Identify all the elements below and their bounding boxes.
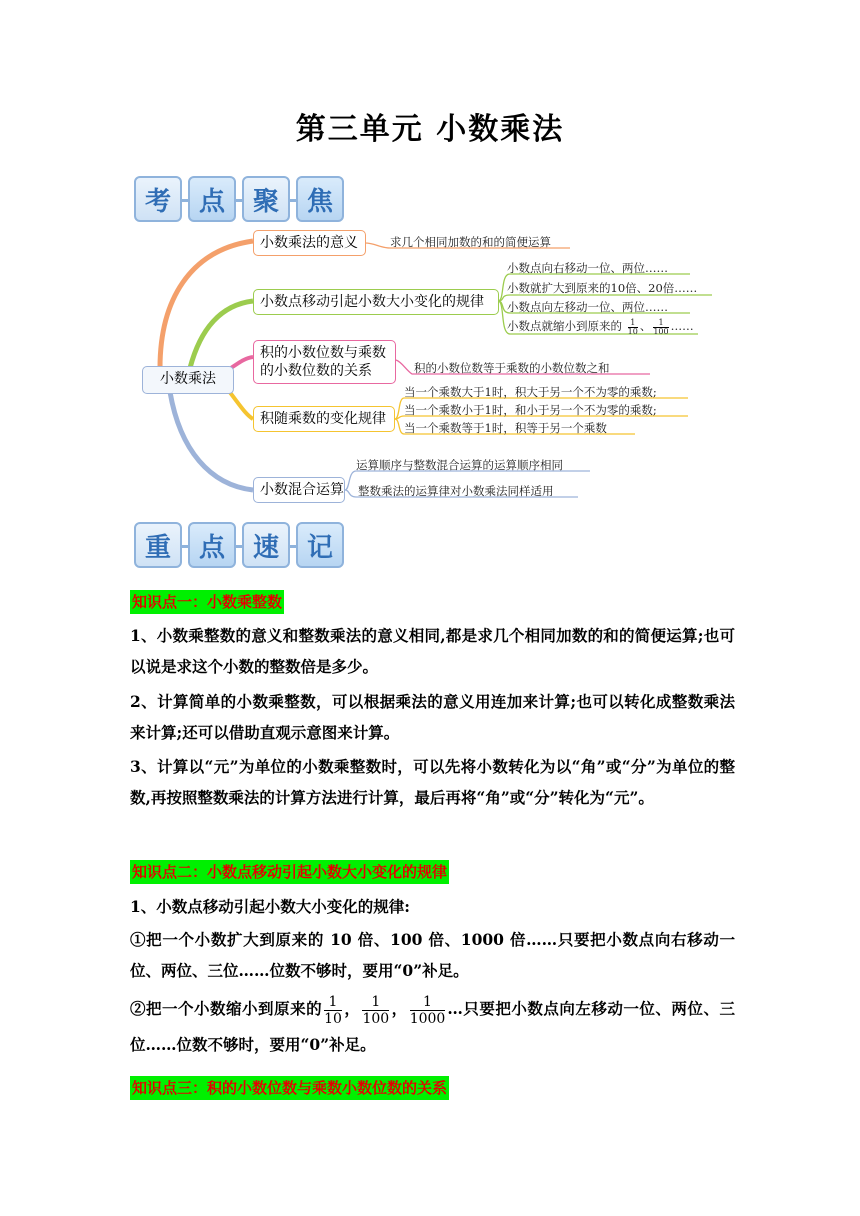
banner-char: 聚 bbox=[242, 176, 290, 222]
mindmap-branch-product-change: 积随乘数的变化规律 bbox=[253, 406, 395, 432]
fraction bbox=[362, 994, 389, 1027]
fraction-num: 1 bbox=[630, 317, 636, 327]
mindmap-leaf: 小数点向右移动一位、两位…… bbox=[507, 261, 668, 275]
fraction bbox=[324, 994, 342, 1027]
banner-char: 考 bbox=[134, 176, 182, 222]
paragraph: 1、小数点移动引起小数大小变化的规律: bbox=[130, 897, 411, 916]
mindmap-leaf: 求几个相同加数的和的简便运算 bbox=[390, 235, 551, 249]
mindmap-leaf: 当一个乘数小于1时，和小于另一个不为零的乘数; bbox=[404, 403, 657, 417]
paragraph: ①把一个小数扩大到原来的 10 倍、100 倍、1000 倍……只要把小数点向右移动一位、两位、三位……位数不够时，要用“0”补足。 bbox=[130, 930, 735, 980]
banner-char: 焦 bbox=[296, 176, 344, 222]
mindmap-branch-mixed-operation: 小数混合运算 bbox=[253, 477, 345, 503]
fraction-num: 1 bbox=[423, 993, 432, 1010]
banner-char: 重 bbox=[134, 522, 182, 568]
banner-char: 点 bbox=[188, 176, 236, 222]
fraction-den: 100 bbox=[653, 326, 669, 336]
page-title: 第三单元 小数乘法 bbox=[295, 112, 565, 147]
fraction-den: 10 bbox=[627, 326, 638, 336]
fraction bbox=[410, 994, 446, 1027]
paragraph: 2、计算简单的小数乘整数，可以根据乘法的意义用连加来计算;也可以转化成整数乘法来计算;还可以借助直观示意图来计算。 bbox=[130, 692, 735, 742]
mindmap-branch-meaning: 小数乘法的意义 bbox=[253, 230, 366, 256]
mindmap-leaf: 整数乘法的运算律对小数乘法同样适用 bbox=[358, 484, 554, 498]
banner-char: 记 bbox=[296, 522, 344, 568]
mindmap-leaf: 小数点向左移动一位、两位…… bbox=[507, 300, 668, 314]
mindmap-leaf-text: 小数点就缩小到原来的 bbox=[507, 319, 622, 333]
fraction-den: 10 bbox=[324, 1010, 342, 1027]
fraction-den: 100 bbox=[362, 1010, 390, 1027]
section-heading-3: 知识点三：积的小数位数与乘数小数位数的关系 bbox=[130, 1076, 449, 1100]
mindmap-root: 小数乘法 bbox=[142, 366, 234, 394]
section-heading-1: 知识点一：小数乘整数 bbox=[130, 590, 284, 614]
mindmap-leaf: 运算顺序与整数混合运算的运算顺序相同 bbox=[356, 458, 563, 472]
mind-map-branches bbox=[0, 0, 860, 520]
paragraph: 1、小数乘整数的意义和整数乘法的意义相同,都是求几个相同加数的和的简便运算;也可以说是求这个小数的整数倍是多少。 bbox=[130, 626, 735, 676]
fraction-num: 1 bbox=[658, 317, 664, 327]
mindmap-leaf: 当一个乘数大于1时，积大于另一个不为零的乘数; bbox=[404, 385, 657, 399]
paragraph-text: ②把一个小数缩小到原来的 bbox=[130, 999, 323, 1018]
fraction-den: 1000 bbox=[409, 1010, 446, 1027]
mindmap-leaf-tail: …… bbox=[670, 319, 694, 333]
mindmap-branch-decimal-point: 小数点移动引起小数大小变化的规律 bbox=[253, 289, 499, 315]
paragraph-text: …只要把小数点向左移动一位、两位、三位……位数不够时，要用“0”补足。 bbox=[130, 999, 735, 1054]
banner-char: 点 bbox=[188, 522, 236, 568]
section-heading-2: 知识点二：小数点移动引起小数大小变化的规律 bbox=[130, 860, 449, 884]
mindmap-branch-line: 的小数位数的关系 bbox=[260, 363, 372, 379]
mindmap-leaf: 积的小数位数等于乘数的小数位数之和 bbox=[414, 361, 610, 375]
fraction bbox=[628, 319, 638, 336]
fraction-num: 1 bbox=[328, 993, 338, 1010]
fraction bbox=[653, 319, 668, 336]
fraction-num: 1 bbox=[371, 993, 381, 1010]
mindmap-branch-line: 积的小数位数与乘数 bbox=[260, 345, 386, 361]
separator: ， bbox=[391, 999, 408, 1018]
banner-char: 速 bbox=[242, 522, 290, 568]
mindmap-leaf: 当一个乘数等于1时，积等于另一个乘数 bbox=[404, 421, 607, 435]
mindmap-leaf: 小数就扩大到原来的10倍、20倍…… bbox=[507, 281, 698, 295]
paragraph-fractions bbox=[130, 991, 735, 1062]
mindmap-leaf: 小数点就缩小到原来的 $\frac{1}{10}$ 、 $\frac{1}{100}$ …… bbox=[507, 317, 694, 336]
mindmap-branch-product-digits bbox=[253, 340, 396, 384]
paragraph: 3、计算以“元”为单位的小数乘整数时，可以先将小数转化为以“角”或“分”为单位的整数,再按照整数乘法的计算方法进行计算，最后再将“角”或“分”转化为“元”。 bbox=[130, 757, 735, 807]
separator: ， bbox=[343, 999, 361, 1018]
